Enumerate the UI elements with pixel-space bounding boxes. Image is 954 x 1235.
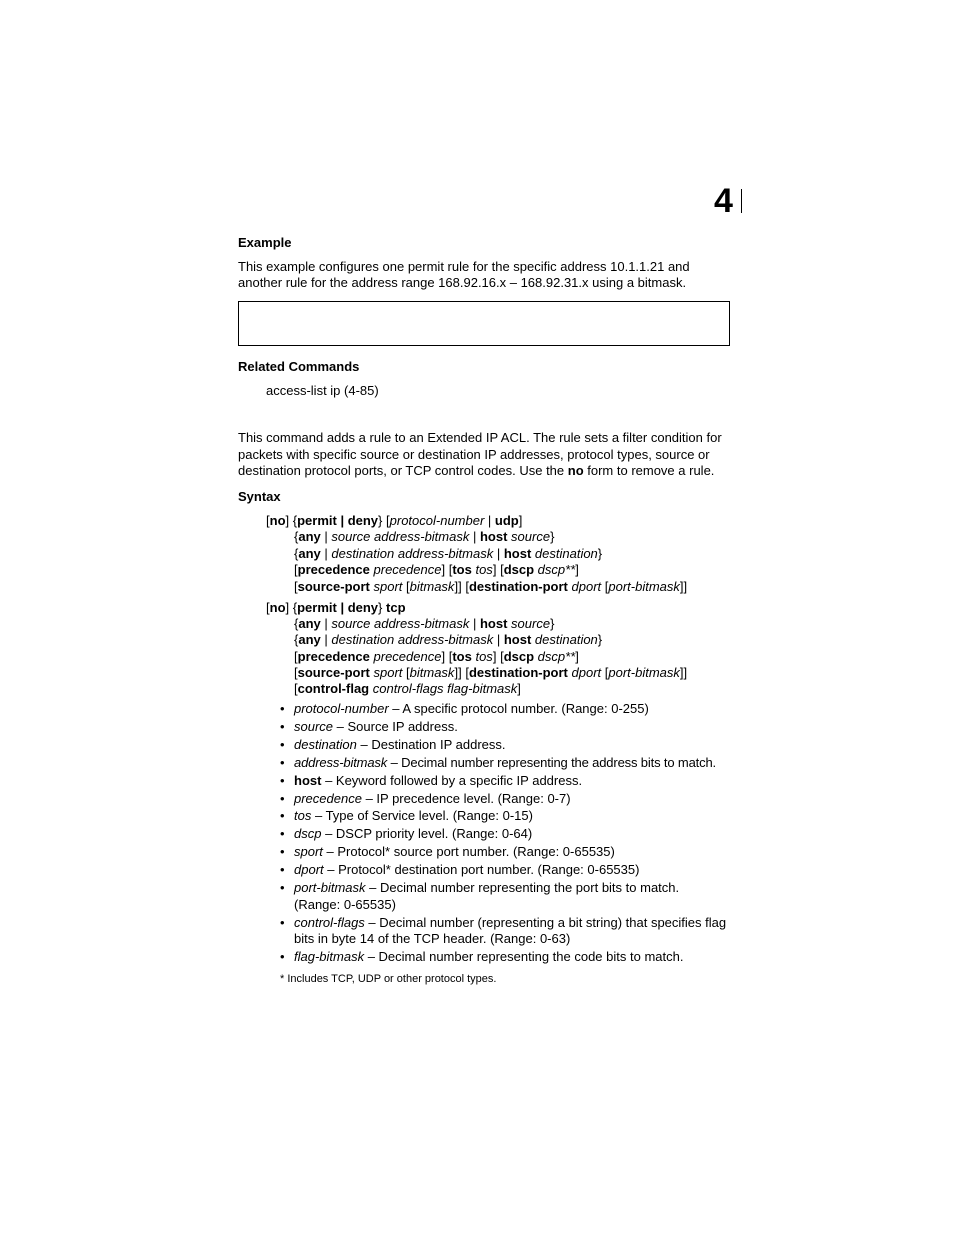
bullet-icon: •	[280, 755, 285, 770]
bullet-icon: •	[280, 719, 285, 734]
param-item: address-bitmask – Decimal number representing the address bits to match.	[294, 755, 717, 770]
bullet-icon: •	[280, 737, 285, 752]
param-item: dport – Protocol* destination port number. (Range: 0-65535)	[294, 862, 640, 877]
syntax-tcp-line-3: {any | destination address-bitmask | host destination}	[294, 632, 603, 647]
bullet-icon: •	[280, 808, 285, 823]
example-text-line-2: another rule for the address range 168.92.16.x – 168.92.31.x using a bitmask.	[238, 275, 687, 290]
syntax-udp-line-5: [source-port sport [bitmask]] [destination-port dport [port-bitmask]]	[294, 579, 688, 594]
related-command-link[interactable]: access-list ip (4-85)	[266, 383, 379, 398]
param-item: control-flags – Decimal number (representing a bit string) that specifies flag	[294, 915, 727, 930]
syntax-tcp-line-4: [precedence precedence] [tos tos] [dscp dscp**]	[294, 649, 579, 664]
bullet-icon: •	[280, 949, 285, 964]
syntax-udp-line-4: [precedence precedence] [tos tos] [dscp dscp**]	[294, 562, 579, 577]
param-item-continuation: (Range: 0-65535)	[294, 897, 396, 912]
syntax-tcp-line-6: [control-flag control-flags flag-bitmask]	[294, 681, 521, 696]
example-heading: Example	[238, 235, 292, 250]
param-item: destination – Destination IP address.	[294, 737, 506, 752]
related-commands-heading: Related Commands	[238, 359, 360, 374]
syntax-udp-line-3: {any | destination address-bitmask | host destination}	[294, 546, 603, 561]
description-line-3: destination protocol ports, or TCP control codes. Use the no form to remove a rule.	[238, 463, 715, 478]
bullet-icon: •	[280, 844, 285, 859]
syntax-heading: Syntax	[238, 489, 281, 504]
syntax-udp-line-2: {any | source address-bitmask | host source}	[294, 529, 555, 544]
bullet-icon: •	[280, 915, 285, 930]
param-item: port-bitmask – Decimal number representing the port bits to match.	[294, 880, 680, 895]
footnote: * Includes TCP, UDP or other protocol types.	[280, 973, 497, 985]
bullet-icon: •	[280, 826, 285, 841]
bullet-icon: •	[280, 701, 285, 716]
syntax-tcp-line-2: {any | source address-bitmask | host source}	[294, 616, 555, 631]
example-code-box	[238, 301, 730, 346]
bullet-icon: •	[280, 880, 285, 895]
param-item: sport – Protocol* source port number. (Range: 0-65535)	[294, 844, 615, 859]
param-item: host – Keyword followed by a specific IP address.	[294, 773, 583, 788]
description-line-1: This command adds a rule to an Extended IP ACL. The rule sets a filter condition for	[238, 430, 722, 445]
param-item: tos – Type of Service level. (Range: 0-15)	[294, 808, 533, 823]
param-item: flag-bitmask – Decimal number representing the code bits to match.	[294, 949, 684, 964]
param-item-continuation: bits in byte 14 of the TCP header. (Range: 0-63)	[294, 931, 571, 946]
param-item: precedence – IP precedence level. (Range: 0-7)	[294, 791, 571, 806]
syntax-udp-line-1: [no] {permit | deny} [protocol-number | udp]	[266, 513, 523, 528]
param-item: protocol-number – A specific protocol number. (Range: 0-255)	[294, 701, 649, 716]
param-item: source – Source IP address.	[294, 719, 458, 734]
bullet-icon: •	[280, 791, 285, 806]
bullet-icon: •	[280, 862, 285, 877]
param-item: dscp – DSCP priority level. (Range: 0-64)	[294, 826, 533, 841]
syntax-tcp-line-5: [source-port sport [bitmask]] [destination-port dport [port-bitmask]]	[294, 665, 688, 680]
example-text-line-1: This example configures one permit rule for the specific address 10.1.1.21 and	[238, 259, 690, 274]
chapter-number: 4	[714, 182, 732, 220]
description-line-2: packets with specific source or destination IP addresses, protocol types, source or	[238, 447, 710, 462]
syntax-tcp-line-1: [no] {permit | deny} tcp	[266, 600, 406, 615]
bullet-icon: •	[280, 773, 285, 788]
chapter-divider	[741, 189, 742, 213]
